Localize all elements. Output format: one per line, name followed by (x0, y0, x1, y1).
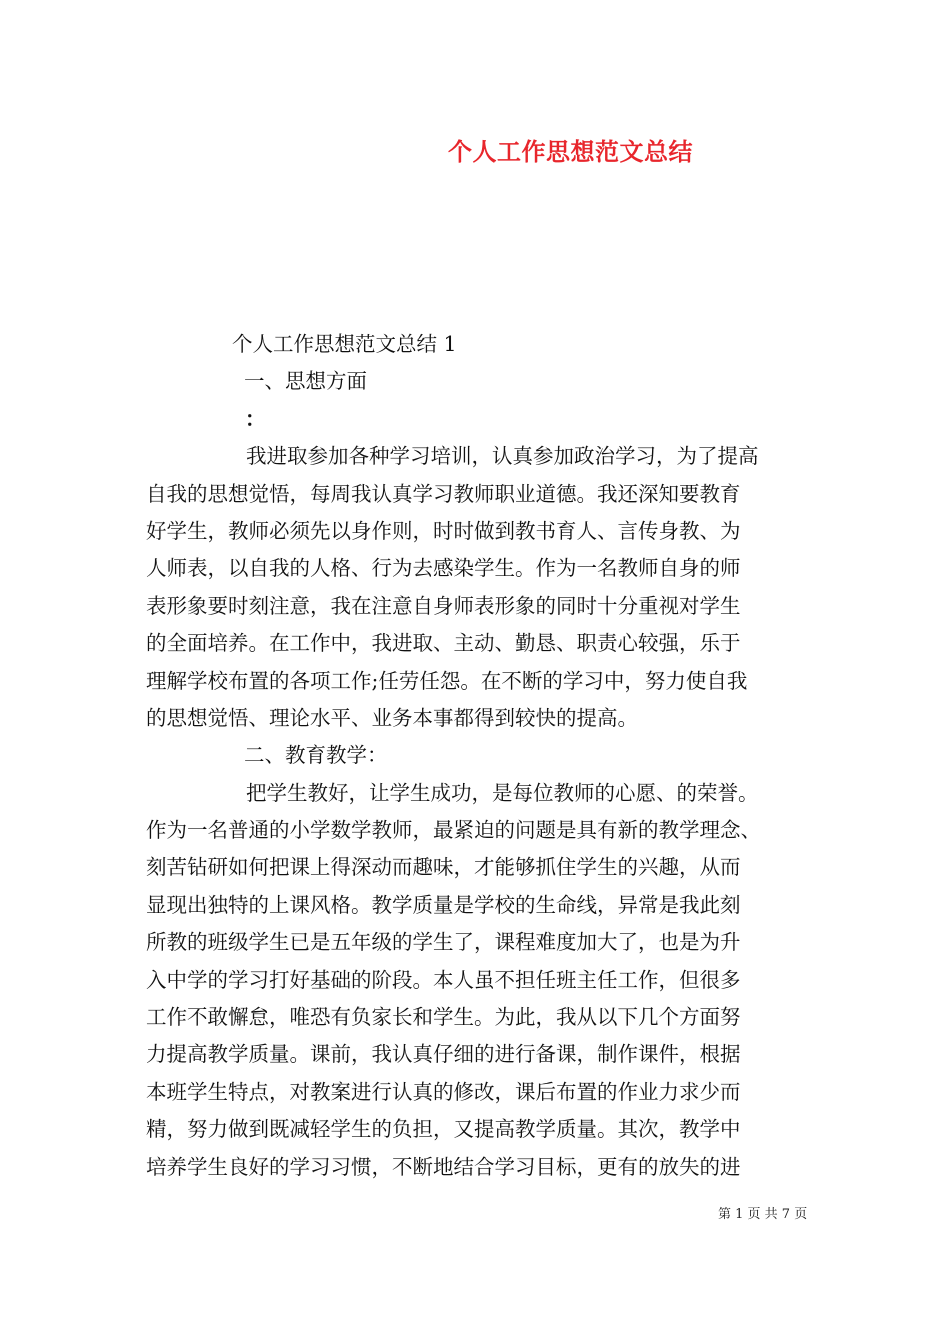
paragraph-line: 我进取参加各种学习培训，认真参加政治学习，为了提高 (246, 444, 759, 469)
paragraph-line: 显现出独特的上课风格。教学质量是学校的生命线，异常是我此刻 (146, 892, 741, 917)
paragraph-line: 本班学生特点，对教案进行认真的修改，课后布置的作业力求少而 (146, 1079, 741, 1104)
paragraph-line: 培养学生良好的学习习惯，不断地结合学习目标，更有的放失的进 (146, 1154, 741, 1179)
section-heading-thought: 一、思想方面 (244, 369, 367, 394)
paragraph-line: 力提高教学质量。课前，我认真仔细的进行备课，制作课件，根据 (146, 1042, 741, 1067)
paragraph-line: 工作不敢懈怠，唯恐有负家长和学生。为此，我从以下几个方面努 (146, 1005, 741, 1030)
paragraph-line: 的思想觉悟、理论水平、业务本事都得到较快的提高。 (146, 705, 638, 730)
paragraph-line: 精，努力做到既减轻学生的负担，又提高教学质量。其次，教学中 (146, 1117, 741, 1142)
paragraph-line: 表形象要时刻注意，我在注意自身师表形象的同时十分重视对学生 (146, 593, 741, 618)
page-number: 第 1 页 共 7 页 (718, 1207, 808, 1222)
paragraph-line: 所教的班级学生已是五年级的学生了，课程难度加大了，也是为升 (146, 930, 741, 955)
paragraph-line: 刻苦钻研如何把课上得深动而趣味，才能够抓住学生的兴趣，从而 (146, 855, 741, 880)
paragraph-line: 好学生，教师必须先以身作则，时时做到教书育人、言传身教、为 (146, 518, 741, 543)
paragraph-line: 作为一名普通的小学数学教师，最紧迫的问题是具有新的教学理念、 (146, 818, 761, 843)
paragraph-line: 的全面培养。在工作中，我进取、主动、勤恳、职责心较强，乐于 (146, 631, 741, 656)
paragraph-line: 自我的思想觉悟，每周我认真学习教师职业道德。我还深知要教育 (146, 481, 741, 506)
section-subtitle: 个人工作思想范文总结 1 (232, 332, 457, 356)
paragraph-line: 人师表，以自我的人格、行为去感染学生。作为一名教师自身的师 (146, 556, 741, 581)
paragraph-line: 理解学校布置的各项工作;任劳任怨。在不断的学习中，努力使自我 (146, 668, 748, 693)
document-title: 个人工作思想范文总结 (448, 137, 693, 166)
paragraph-line: 入中学的学习打好基础的阶段。本人虽不担任班主任工作，但很多 (146, 967, 741, 992)
colon-line: ： (245, 406, 266, 431)
paragraph-line: 把学生教好，让学生成功，是每位教师的心愿、的荣誉。 (246, 780, 759, 805)
document-body (146, 326, 816, 1186)
section-heading-teaching: 二、教育教学： (244, 743, 388, 768)
